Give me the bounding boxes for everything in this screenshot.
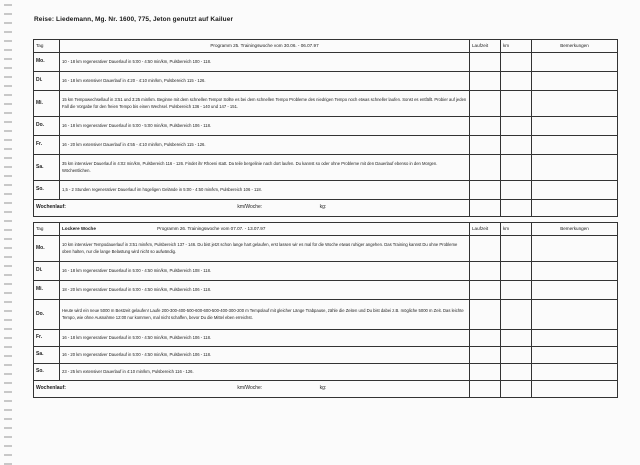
weekly-summary-cell (34, 381, 470, 398)
day-cell: Sa. (34, 155, 60, 181)
laufzeit-cell (470, 72, 501, 91)
binding-dash (4, 400, 12, 402)
km-cell (501, 53, 532, 72)
binding-dash (4, 364, 12, 366)
km-cell (501, 155, 532, 181)
day-cell: Do. (34, 117, 60, 136)
day-cell: Di. (34, 72, 60, 91)
binding-dash (4, 373, 12, 375)
binding-dash (4, 310, 12, 312)
table-header-row (34, 40, 618, 53)
day-cell: Sa. (34, 347, 60, 364)
binding-dash (4, 247, 12, 249)
binding-dash (4, 22, 12, 24)
table-row (34, 181, 618, 200)
binding-dash (4, 355, 12, 357)
km-cell (501, 330, 532, 347)
km-cell (501, 262, 532, 281)
table-row (34, 91, 618, 117)
km-cell (501, 281, 532, 300)
column-header-remarks: Bemerkungen (532, 223, 618, 236)
laufzeit-cell (470, 347, 501, 364)
binding-dash (4, 418, 12, 420)
km-cell (501, 347, 532, 364)
table-row (34, 330, 618, 347)
day-cell: Mo. (34, 53, 60, 72)
program-cell: 16 - 18 km regenerativer Dauerlauf in 5:00 - 4:50 min/km, Pulsbereich 106 - 118. (60, 330, 470, 347)
laufzeit-cell (470, 381, 501, 398)
program-cell: 15 km Tempowechsellauf in 3:51 und 3:25 min/km. Beginne mit dem schnellen Tempo! Sollte es bei dem schnellen Tempo Probleme des niedrigen Tempo noch etwas schneller laufen. Sonst es entfällt. Probier auf jeden Fall die Vorgabe für den freien Tempo bis einen Wechsel. Pulsbereich 136 - 140 und 147 - 151. (60, 91, 470, 117)
laufzeit-cell (470, 53, 501, 72)
table-row (34, 155, 618, 181)
km-cell (501, 136, 532, 155)
binding-dash (4, 193, 12, 195)
binding-dash (4, 175, 12, 177)
binding-dash (4, 346, 12, 348)
binding-dash (4, 31, 12, 33)
binding-dash (4, 4, 12, 6)
remarks-cell (532, 155, 618, 181)
binding-dash (4, 139, 12, 141)
remarks-cell (532, 53, 618, 72)
column-header-remarks: Bemerkungen (532, 40, 618, 53)
km-cell (501, 381, 532, 398)
binding-dash (4, 454, 12, 456)
program-cell: 16 - 18 km extensiver Dauerlauf in 4:20 - 4:10 min/km, Pulsbereich 115 - 126. (60, 72, 470, 91)
binding-dash (4, 202, 12, 204)
km-cell (501, 200, 532, 217)
km-cell (501, 72, 532, 91)
binding-dash (4, 301, 12, 303)
program-cell: 18 - 20 km regenerativer Dauerlauf in 5:00 - 4:50 min/km, Pulsbereich 106 - 118. (60, 281, 470, 300)
binding-dash (4, 229, 12, 231)
binding-dash (4, 85, 12, 87)
program-cell: 16 - 20 km regenerativer Dauerlauf in 5:00 - 4:50 min/km, Pulsbereich 106 - 118. (60, 347, 470, 364)
table-row (34, 347, 618, 364)
column-header-km: km (501, 223, 532, 236)
remarks-cell (532, 262, 618, 281)
table-row (34, 262, 618, 281)
binding-dash (4, 112, 12, 114)
km-cell (501, 300, 532, 330)
binding-dash (4, 49, 12, 51)
binding-dash (4, 211, 12, 213)
remarks-cell (532, 200, 618, 217)
laufzeit-cell (470, 181, 501, 200)
column-header-program: Programm 25. Trainingswoche vom 30.06. - 06.07.97 (60, 40, 470, 53)
km-cell (501, 91, 532, 117)
day-cell: So. (34, 364, 60, 381)
program-cell: 23 - 25 km extensiver Dauerlauf in 4:10 min/km, Pulsbereich 116 - 126. (60, 364, 470, 381)
binding-dash (4, 238, 12, 240)
program-cell: 16 - 18 km regenerativer Dauerlauf in 5:00 - 5:00 min/km, Pulsbereich 106 - 118. (60, 117, 470, 136)
kg-label: kg: (319, 204, 327, 211)
weekly-summary-cell (34, 200, 470, 217)
binding-dash (4, 58, 12, 60)
program-cell: 10 km intensiver Tempodauerlauf in 3:51 min/km, Pulsbereich 137 - 146. Du bist jetzt schon lange hart gelaufen, erst lassen wir es mal für die Woche etwas ruhiger angehen. Das Training kannst Du ohne Probleme oben halten, nur die lange Belastung wird nicht so aufwändig. (60, 236, 470, 262)
km-cell (501, 181, 532, 200)
binding-dash (4, 184, 12, 186)
binding-dash (4, 319, 12, 321)
binding-dash (4, 67, 12, 69)
binding-dash (4, 256, 12, 258)
table-row (34, 300, 618, 330)
binding-dash (4, 76, 12, 78)
remarks-cell (532, 281, 618, 300)
day-cell: Mo. (34, 236, 60, 262)
document-header: Reise: Liedemann, Mg. Nr. 1600, 775, Jeton genutzt auf Kailuer (34, 16, 234, 23)
binding-dash (4, 13, 12, 15)
program-cell: 16 - 20 km extensiver Dauerlauf in 4:55 - 4:10 min/km, Pulsbereich 115 - 126. (60, 136, 470, 155)
binding-dash (4, 148, 12, 150)
laufzeit-cell (470, 91, 501, 117)
kg-label: kg: (319, 385, 327, 392)
laufzeit-cell (470, 155, 501, 181)
training-table-week-26 (33, 222, 618, 398)
binding-dash (4, 283, 12, 285)
remarks-cell (532, 236, 618, 262)
laufzeit-cell (470, 281, 501, 300)
remarks-cell (532, 181, 618, 200)
laufzeit-cell (470, 117, 501, 136)
day-cell: Do. (34, 300, 60, 330)
table-row (34, 281, 618, 300)
weekly-summary-row (34, 381, 618, 398)
day-cell: Di. (34, 262, 60, 281)
column-header-laufzeit: Laufzeit (470, 223, 501, 236)
laufzeit-cell (470, 300, 501, 330)
km-week-label: km/Woche: (237, 204, 263, 211)
table-header-row (34, 223, 618, 236)
remarks-cell (532, 91, 618, 117)
laufzeit-cell (470, 236, 501, 262)
week-label: Lockere Woche (62, 225, 96, 231)
km-cell (501, 364, 532, 381)
program-cell: 1,5 - 2 Stunden regenerativer Dauerlauf im hügeligen Gelände in 5:00 - 4:50 min/km, Pulsbereich 106 - 118. (60, 181, 470, 200)
binding-dash (4, 382, 12, 384)
binding-dash (4, 274, 12, 276)
km-cell (501, 117, 532, 136)
day-cell: Mi. (34, 91, 60, 117)
remarks-cell (532, 117, 618, 136)
program-cell: Heute wird ein neue 5000 m Bestzeit gelaufen! Laufe 200-300-400-500-600-600-500-400-300-200 m Tempolauf mit gleicher Länge Trabpause, zähle die Zeiten und Du bist dabei z.B. mögliche 5000 m Zeit. Das leichte Tempo, wie ohne Ausnahme 12:00 nur kommen, mal nicht schaffen, bevor Du die Mittel eben erreichst. (60, 300, 470, 330)
binding-dash (4, 427, 12, 429)
column-header-day: Tag (34, 223, 60, 236)
binding-dash (4, 391, 12, 393)
binding-dash (4, 130, 12, 132)
laufzeit-cell (470, 364, 501, 381)
laufzeit-cell (470, 330, 501, 347)
program-cell: 35 km intensiver Dauerlauf in 4:02 min/km, Pulsbereich 116 - 126. Findet ihr Rhoeni statt. Da teile bergelinie nach dort laufen. Du kannst so oder ohne Probleme mit den Dauerlauf ebenso in den Morgen. Wöchentlichen. (60, 155, 470, 181)
laufzeit-cell (470, 136, 501, 155)
binding-dash (4, 157, 12, 159)
day-cell: Fr. (34, 136, 60, 155)
remarks-cell (532, 364, 618, 381)
binding-dash (4, 436, 12, 438)
week-total-label: Wochenlauf: (36, 204, 66, 211)
remarks-cell (532, 300, 618, 330)
program-cell: 10 - 18 km regenerativer Dauerlauf in 5:00 - 4:50 min/km, Pulsbereich 100 - 118. (60, 53, 470, 72)
binding-dash (4, 445, 12, 447)
binding-dash (4, 40, 12, 42)
binding-dash (4, 94, 12, 96)
binding-dash (4, 121, 12, 123)
table-row (34, 236, 618, 262)
table-row (34, 364, 618, 381)
weekly-summary-row (34, 200, 618, 217)
remarks-cell (532, 330, 618, 347)
column-header-program: Programm 26. Trainingswoche vom 07.07. - 13.07.97 (157, 225, 266, 231)
binding-dash (4, 166, 12, 168)
day-cell: So. (34, 181, 60, 200)
remarks-cell (532, 136, 618, 155)
laufzeit-cell (470, 262, 501, 281)
binding-dash (4, 292, 12, 294)
binding-dash (4, 409, 12, 411)
column-header-km: km (501, 40, 532, 53)
day-cell: Fr. (34, 330, 60, 347)
punch-hole-strip (4, 0, 14, 464)
laufzeit-cell (470, 200, 501, 217)
binding-dash (4, 337, 12, 339)
remarks-cell (532, 72, 618, 91)
binding-dash (4, 328, 12, 330)
km-cell (501, 236, 532, 262)
program-cell: 16 - 18 km regenerativer Dauerlauf in 5:00 - 4:50 min/km, Pulsbereich 108 - 118. (60, 262, 470, 281)
program-header-cell (60, 223, 470, 236)
km-week-label: km/Woche: (237, 385, 263, 392)
week-total-label: Wochenlauf: (36, 385, 66, 392)
column-header-day: Tag (34, 40, 60, 53)
remarks-cell (532, 347, 618, 364)
table-row (34, 136, 618, 155)
column-header-laufzeit: Laufzeit (470, 40, 501, 53)
binding-dash (4, 103, 12, 105)
table-row (34, 53, 618, 72)
table-row (34, 117, 618, 136)
day-cell: Mi. (34, 281, 60, 300)
remarks-cell (532, 381, 618, 398)
binding-dash (4, 220, 12, 222)
table-row (34, 72, 618, 91)
binding-dash (4, 265, 12, 267)
training-table-week-25 (33, 39, 618, 217)
